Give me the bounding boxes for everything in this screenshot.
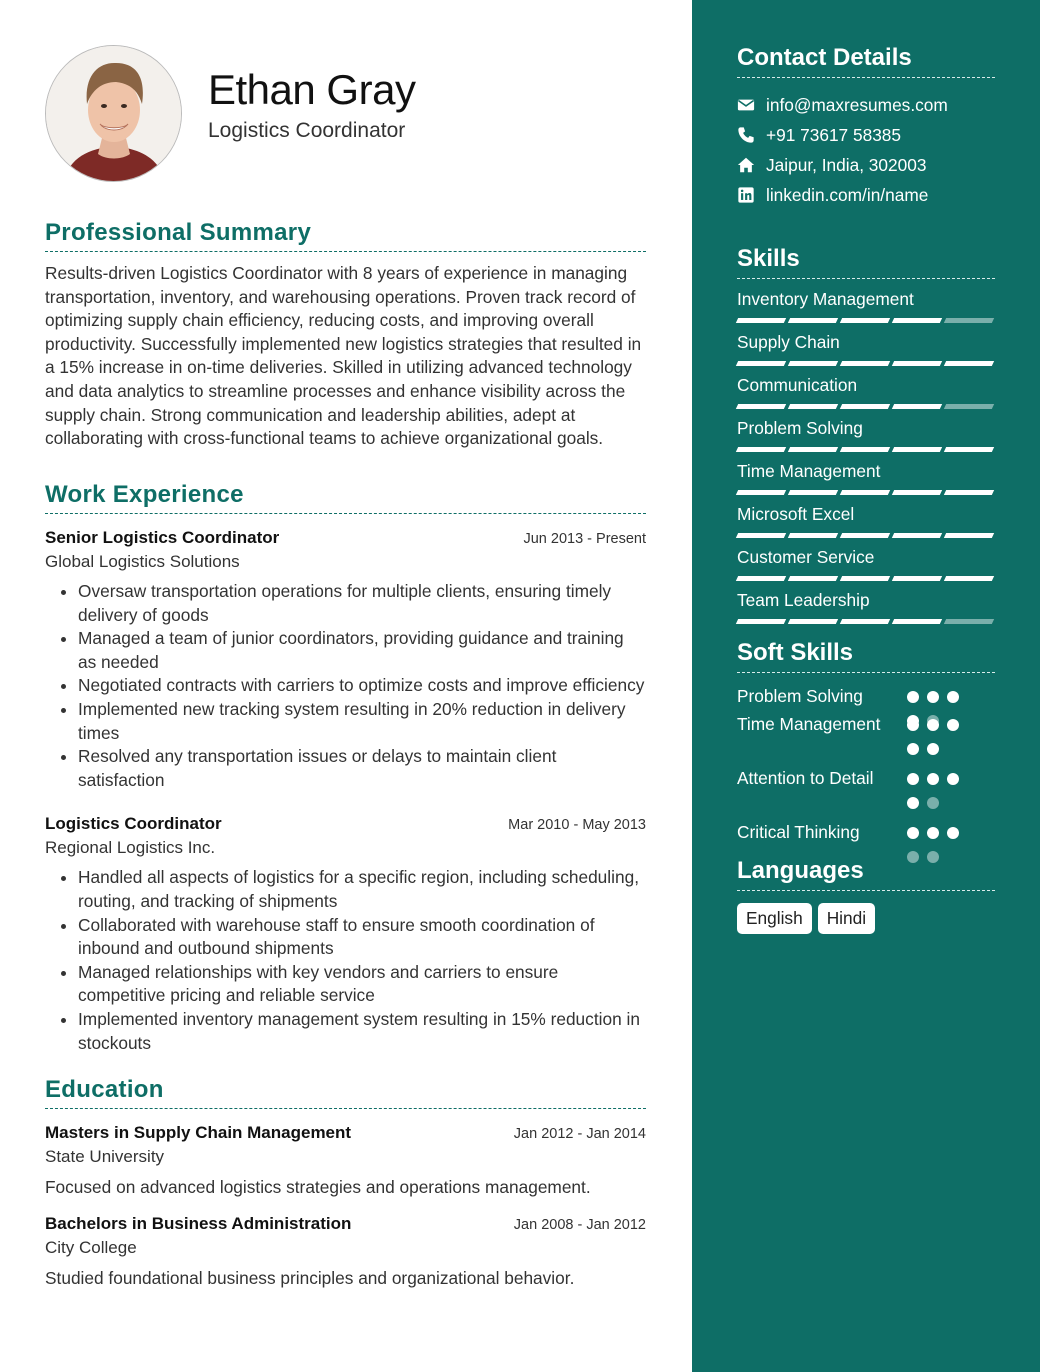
- soft-skill-item: [737, 767, 887, 791]
- job-entry: [45, 814, 646, 1055]
- sidebar: [692, 0, 1040, 1372]
- skill-level-segment: [944, 490, 994, 495]
- contact-linkedin[interactable]: [737, 180, 995, 210]
- skills-section: [737, 245, 995, 623]
- contact-address-text: Jaipur, India, 302003: [766, 154, 927, 175]
- education-description: Studied foundational business principles and organizational behavior.: [45, 1268, 575, 1288]
- skill-item: [737, 504, 995, 537]
- rating-dot: [927, 827, 939, 839]
- soft-skill-rating: [907, 773, 977, 809]
- skill-level-segment: [840, 490, 890, 495]
- skill-level-segment: [840, 361, 890, 366]
- skill-level-segment: [892, 447, 942, 452]
- degree-title: Bachelors in Business Administration: [45, 1214, 352, 1233]
- skill-name: Time Management: [737, 461, 881, 481]
- skill-level-segment: [788, 576, 838, 581]
- summary-section: [45, 219, 646, 451]
- candidate-title: Logistics Coordinator: [208, 119, 406, 142]
- school-name: City College: [45, 1238, 137, 1257]
- list-item: • Managed a team of junior coordinators, providing guidance and training as needed: [78, 627, 646, 674]
- contact-linkedin-text: linkedin.com/in/name: [766, 184, 929, 205]
- skill-level-segment: [736, 576, 786, 581]
- skill-name: Customer Service: [737, 547, 875, 567]
- contact-heading: Contact Details: [737, 44, 995, 78]
- skill-item: [737, 590, 995, 623]
- skill-item: [737, 289, 995, 322]
- soft-skills-section: [737, 639, 995, 885]
- job-company: Regional Logistics Inc.: [45, 838, 216, 858]
- envelope-icon: [737, 96, 755, 114]
- education-heading: Education: [45, 1076, 646, 1109]
- skill-level-segment: [840, 576, 890, 581]
- skill-level-segment: [788, 318, 838, 323]
- skill-level-segment: [892, 533, 942, 538]
- skill-level-segment: [892, 576, 942, 581]
- skill-level-segment: [892, 361, 942, 366]
- list-item: • Collaborated with warehouse staff to ensure smooth coordination of inbound and outbound shipments: [78, 914, 646, 961]
- skill-name: Inventory Management: [737, 289, 914, 309]
- profile-photo: [46, 46, 182, 182]
- skill-name: Communication: [737, 375, 858, 395]
- skill-item: [737, 461, 995, 494]
- contact-email-text: info@maxresumes.com: [766, 94, 948, 115]
- skill-level-segment: [736, 361, 786, 366]
- rating-dot: [927, 797, 939, 809]
- language-chip: Hindi: [818, 903, 875, 934]
- rating-dot: [947, 773, 959, 785]
- language-chip: English: [737, 903, 812, 934]
- list-item: • Implemented new tracking system resulting in 20% reduction in delivery times: [78, 698, 646, 745]
- soft-skills-list: [737, 685, 995, 885]
- education-dates: Jan 2012 - Jan 2014: [513, 1126, 646, 1142]
- job-dates: Jun 2013 - Present: [523, 531, 646, 547]
- skill-level-segment: [788, 361, 838, 366]
- languages-section: [737, 857, 995, 934]
- school-name: State University: [45, 1147, 165, 1166]
- experience-heading: Work Experience: [45, 481, 646, 514]
- skill-level-segment: [788, 533, 838, 538]
- skill-level-bar: [737, 447, 995, 452]
- job-bullets: [45, 866, 646, 1055]
- skill-level-segment: [944, 619, 994, 624]
- skill-level-segment: [736, 619, 786, 624]
- skill-name: Microsoft Excel: [737, 504, 855, 524]
- job-role: Logistics Coordinator: [45, 814, 222, 834]
- job-entry: [45, 528, 646, 792]
- rating-dot: [927, 773, 939, 785]
- skill-name: Team Leadership: [737, 590, 870, 610]
- soft-skill-item: [737, 685, 887, 709]
- rating-dot: [907, 719, 919, 731]
- soft-skill-name: Attention to Detail: [737, 768, 874, 788]
- skill-level-segment: [944, 576, 994, 581]
- rating-dot: [927, 691, 939, 703]
- job-dates: Mar 2010 - May 2013: [508, 817, 646, 834]
- rating-dot: [947, 691, 959, 703]
- linkedin-icon: [737, 186, 755, 204]
- skill-level-segment: [944, 447, 994, 452]
- contact-email[interactable]: [737, 90, 995, 120]
- rating-dot: [907, 743, 919, 755]
- soft-skill-name: Problem Solving: [737, 686, 863, 706]
- soft-skill-rating: [907, 719, 977, 755]
- summary-text: Results-driven Logistics Coordinator with 8 years of experience in managing transportation, inventory, and warehousing operations. Proven track record of optimizing supply chain efficiency, reducing costs, and improving overall productivity. Successfully implemented new logistics strategies that resulted in a 15% increase in on-time deliveries. Skilled in utilizing advanced technology and data analytics to streamline processes and enhance visibility across the supply chain. Strong communication and leadership abilities, adept at collaborating with cross-functional teams to achieve organizational goals.: [45, 263, 642, 449]
- list-item: • Resolved any transportation issues or delays to maintain client satisfaction: [78, 745, 646, 792]
- phone-icon: [737, 126, 755, 144]
- skill-level-segment: [892, 619, 942, 624]
- contact-phone-text: +91 73617 58385: [766, 124, 902, 145]
- skill-item: [737, 375, 995, 408]
- skill-level-bar: [737, 576, 995, 581]
- skill-level-segment: [736, 490, 786, 495]
- skill-level-segment: [944, 404, 994, 409]
- skill-level-bar: [737, 404, 995, 409]
- skill-level-segment: [788, 490, 838, 495]
- experience-section: [45, 481, 646, 1055]
- summary-heading: Professional Summary: [45, 219, 646, 252]
- education-section: [45, 1076, 646, 1289]
- skills-heading: Skills: [737, 245, 995, 279]
- skill-level-segment: [840, 619, 890, 624]
- list-item: • Implemented inventory management system resulting in 15% reduction in stockouts: [78, 1008, 646, 1055]
- rating-dot: [907, 797, 919, 809]
- job-role: Senior Logistics Coordinator: [45, 528, 280, 547]
- list-item: • Managed relationships with key vendors and carriers to ensure competitive pricing and reliable service: [78, 961, 646, 1008]
- skill-level-bar: [737, 619, 995, 624]
- contact-address: [737, 150, 995, 180]
- skill-name: Problem Solving: [737, 418, 863, 438]
- skill-level-segment: [788, 404, 838, 409]
- skill-name: Supply Chain: [737, 332, 840, 352]
- skill-level-segment: [840, 404, 890, 409]
- soft-skill-item: [737, 821, 887, 845]
- contact-section: [737, 44, 995, 210]
- rating-dot: [927, 719, 939, 731]
- skill-level-segment: [788, 619, 838, 624]
- skill-level-segment: [944, 533, 994, 538]
- job-company: Global Logistics Solutions: [45, 552, 240, 571]
- skill-level-segment: [736, 404, 786, 409]
- rating-dot: [907, 827, 919, 839]
- soft-skills-heading: Soft Skills: [737, 639, 995, 673]
- list-item: • Negotiated contracts with carriers to optimize costs and improve efficiency: [78, 674, 646, 698]
- skill-level-segment: [736, 447, 786, 452]
- skills-list: [737, 289, 995, 623]
- rating-dot: [947, 827, 959, 839]
- candidate-name: Ethan Gray: [208, 66, 416, 113]
- skill-level-bar: [737, 318, 995, 323]
- rating-dot: [907, 691, 919, 703]
- skill-level-segment: [840, 318, 890, 323]
- list-item: • Handled all aspects of logistics for a specific region, including scheduling, routing, and tracking of shipments: [78, 866, 646, 913]
- skill-item: [737, 418, 995, 451]
- skill-level-segment: [840, 447, 890, 452]
- skill-level-segment: [944, 361, 994, 366]
- home-icon: [737, 156, 755, 174]
- skill-level-bar: [737, 361, 995, 366]
- skill-item: [737, 547, 995, 580]
- rating-dot: [927, 743, 939, 755]
- skill-level-segment: [892, 404, 942, 409]
- skill-item: [737, 332, 995, 365]
- degree-title: Masters in Supply Chain Management: [45, 1123, 352, 1142]
- skill-level-bar: [737, 490, 995, 495]
- education-entry: [45, 1123, 646, 1198]
- list-item: • Oversaw transportation operations for multiple clients, ensuring timely delivery of goods: [78, 580, 646, 627]
- education-description: Focused on advanced logistics strategies and operations management.: [45, 1177, 591, 1197]
- skill-level-bar: [737, 533, 995, 538]
- education-dates: Jan 2008 - Jan 2012: [513, 1217, 646, 1233]
- soft-skill-item: [737, 713, 887, 737]
- skill-level-segment: [736, 533, 786, 538]
- rating-dot: [947, 719, 959, 731]
- skill-level-segment: [840, 533, 890, 538]
- rating-dot: [907, 773, 919, 785]
- education-entry: [45, 1214, 646, 1289]
- skill-level-segment: [944, 318, 994, 323]
- avatar: [45, 45, 182, 182]
- skill-level-segment: [892, 318, 942, 323]
- soft-skill-name: Time Management: [737, 714, 881, 734]
- languages-list: [737, 903, 995, 934]
- languages-heading: Languages: [737, 857, 995, 891]
- contact-phone[interactable]: [737, 120, 995, 150]
- skill-level-segment: [788, 447, 838, 452]
- soft-skill-name: Critical Thinking: [737, 822, 860, 842]
- skill-level-segment: [892, 490, 942, 495]
- job-bullets: [45, 580, 646, 792]
- skill-level-segment: [736, 318, 786, 323]
